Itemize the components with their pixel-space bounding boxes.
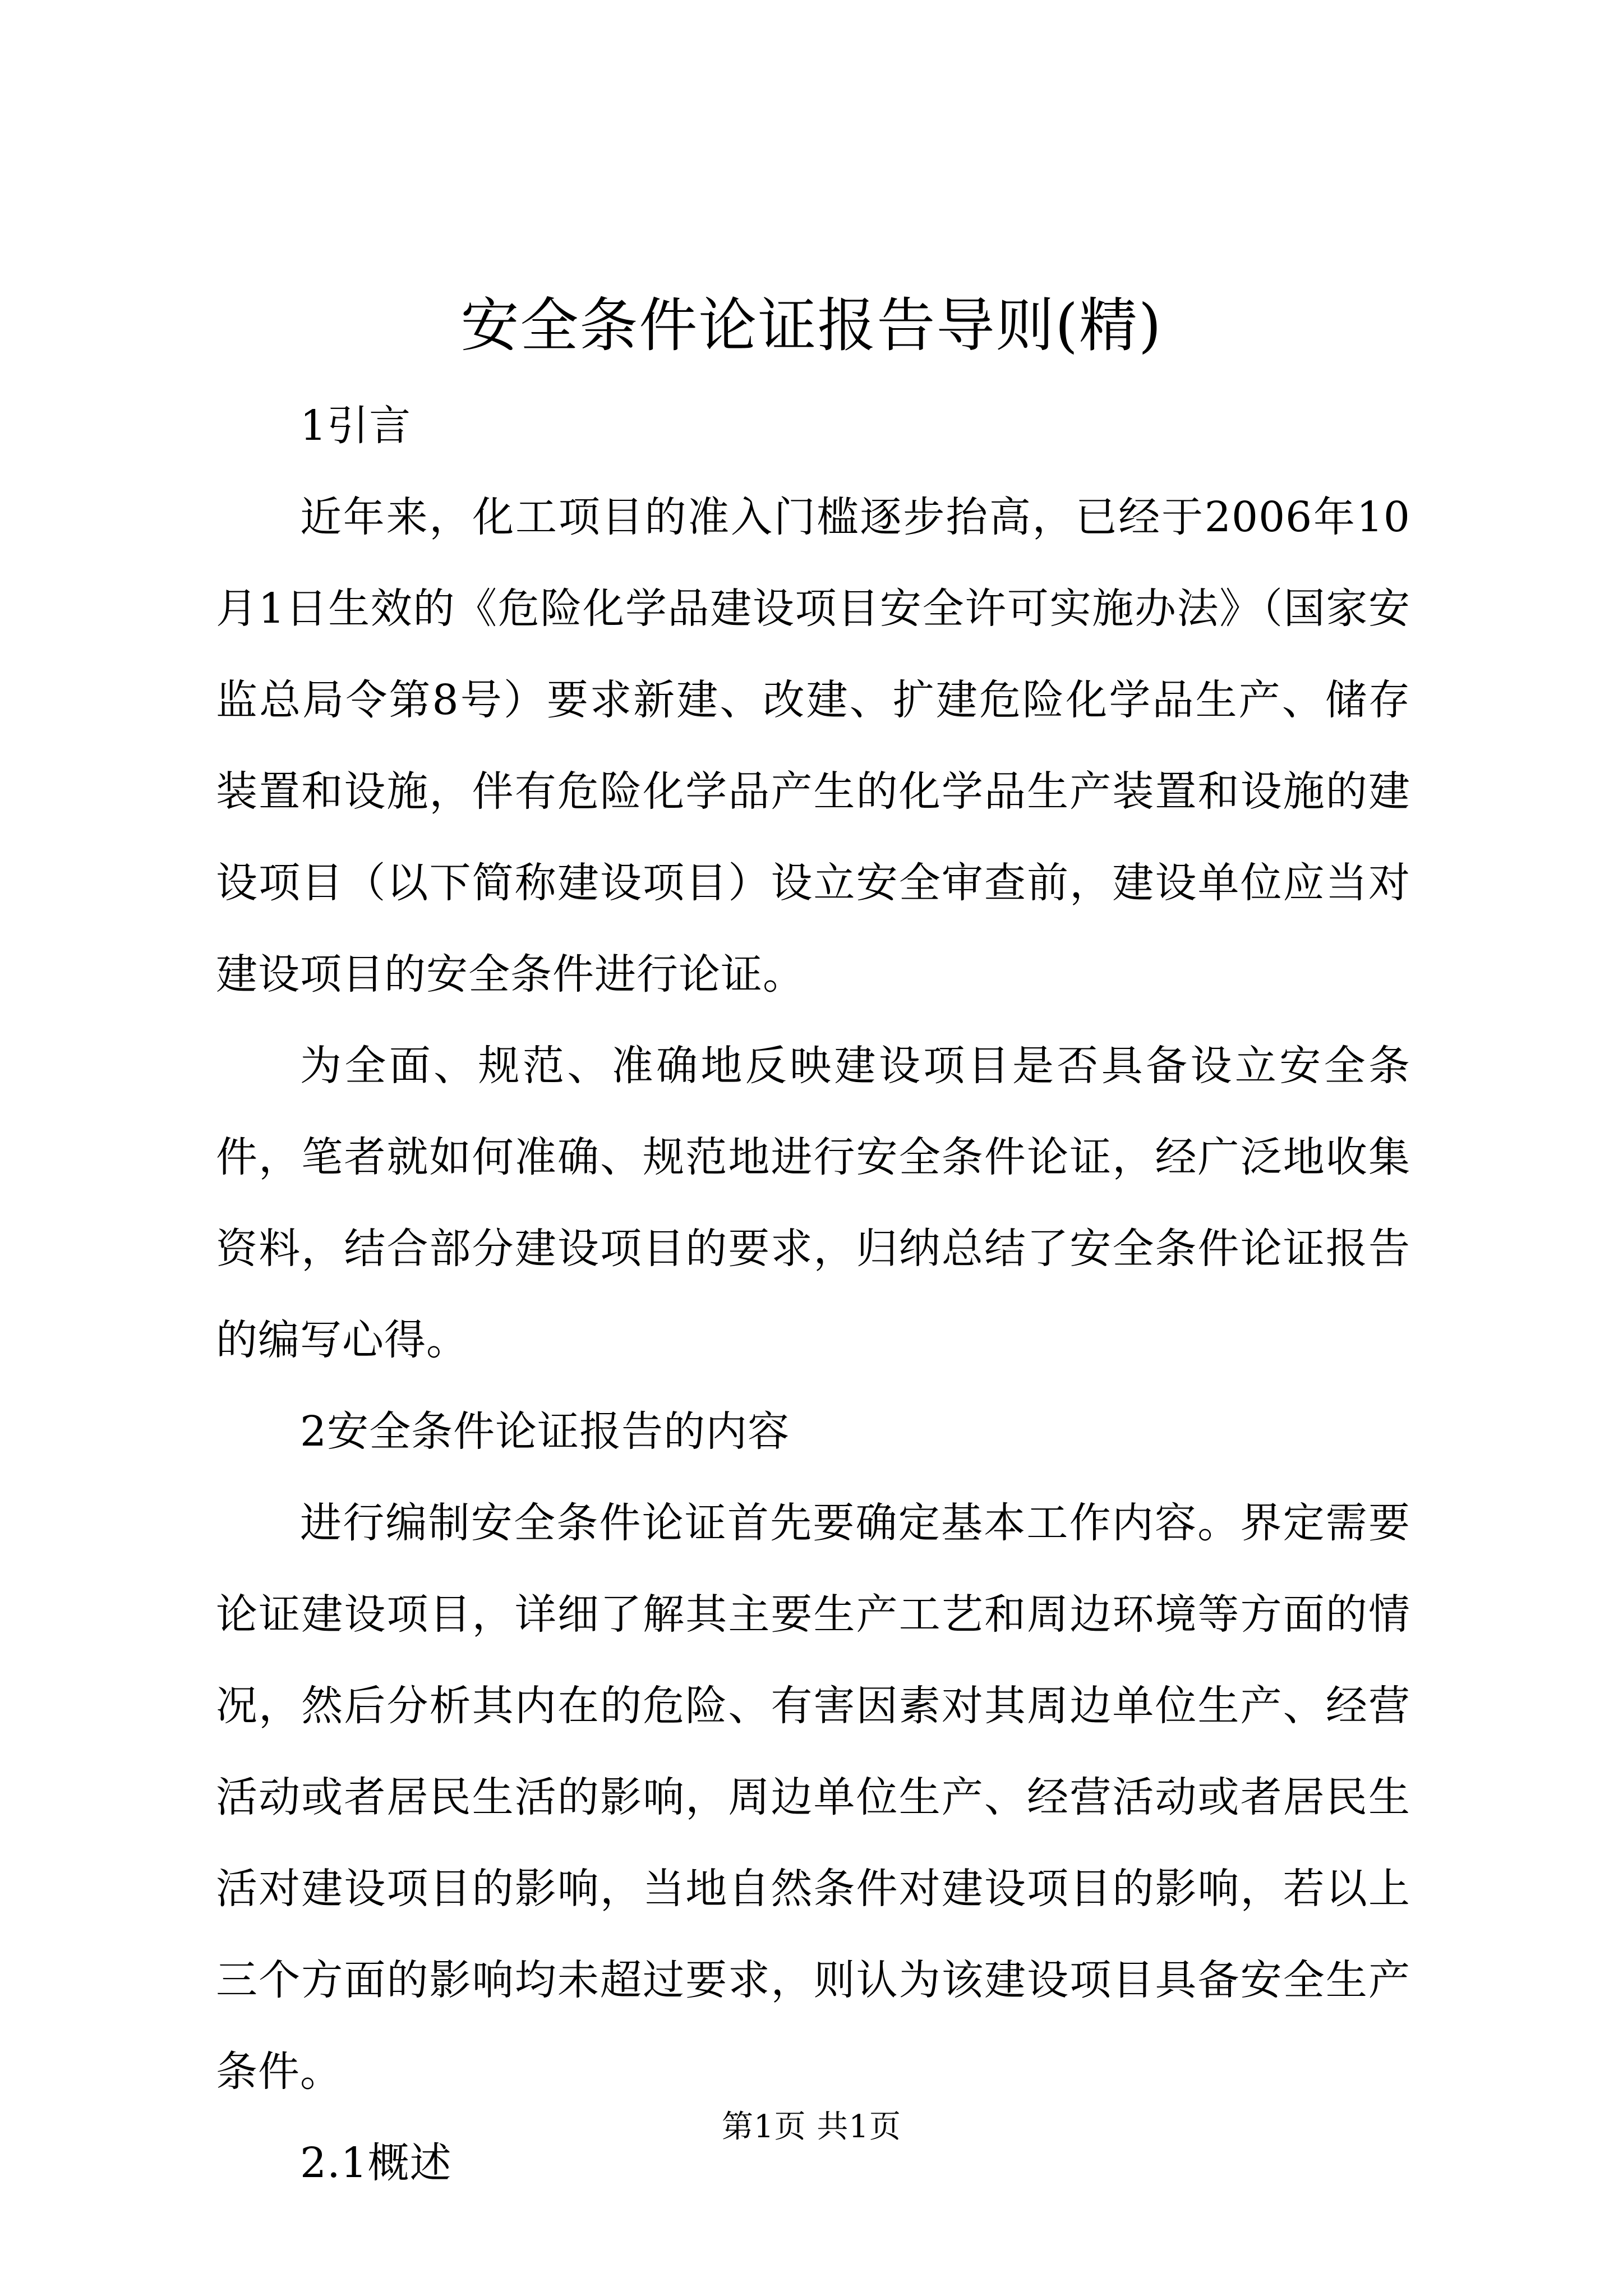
section-2-heading: 2安全条件论证报告的内容 <box>300 1407 790 1456</box>
paragraph-purpose: 为全面、规范、准确地反映建设项目是否具备设立安全条件，笔者就如何准确、规范地进行安全条件论证，经广泛地收集资料，结合部分建设项目的要求，归纳总结了安全条件论证报告的编写心得。 <box>216 1042 1410 1364</box>
section-1-heading: 1引言 <box>300 402 412 450</box>
page-number: 第1页 共1页 <box>721 2109 902 2145</box>
paragraph-content: 进行编制安全条件论证首先要确定基本工作内容。界定需要论证建设项目，详细了解其主要生产工艺和周边环境等方面的情况，然后分析其内在的危险、有害因素对其周边单位生产、经营活动或者居民生活的影响，周边单位生产、经营活动或者居民生活对建设项目的影响，当地自然条件对建设项目的影响，若以上三个方面的影响均未超过要求，则认为该建设项目具备安全生产条件。 <box>216 1499 1410 2096</box>
document-body <box>216 380 1410 2209</box>
document-title: 安全条件论证报告导则(精) <box>460 291 1163 360</box>
paragraph-introduction: 近年来，化工项目的准入门槛逐步抬高，已经于2006年10月1日生效的《危险化学品建设项目安全许可实施办法》（国家安监总局令第8号）要求新建、改建、扩建危险化学品生产、储存装置和设施，伴有危险化学品产生的化学品生产装置和设施的建设项目（以下简称建设项目）设立安全审查前，建设单位应当对建设项目的安全条件进行论证。 <box>216 493 1410 999</box>
section-2-1-heading: 2.1概述 <box>300 2139 452 2187</box>
